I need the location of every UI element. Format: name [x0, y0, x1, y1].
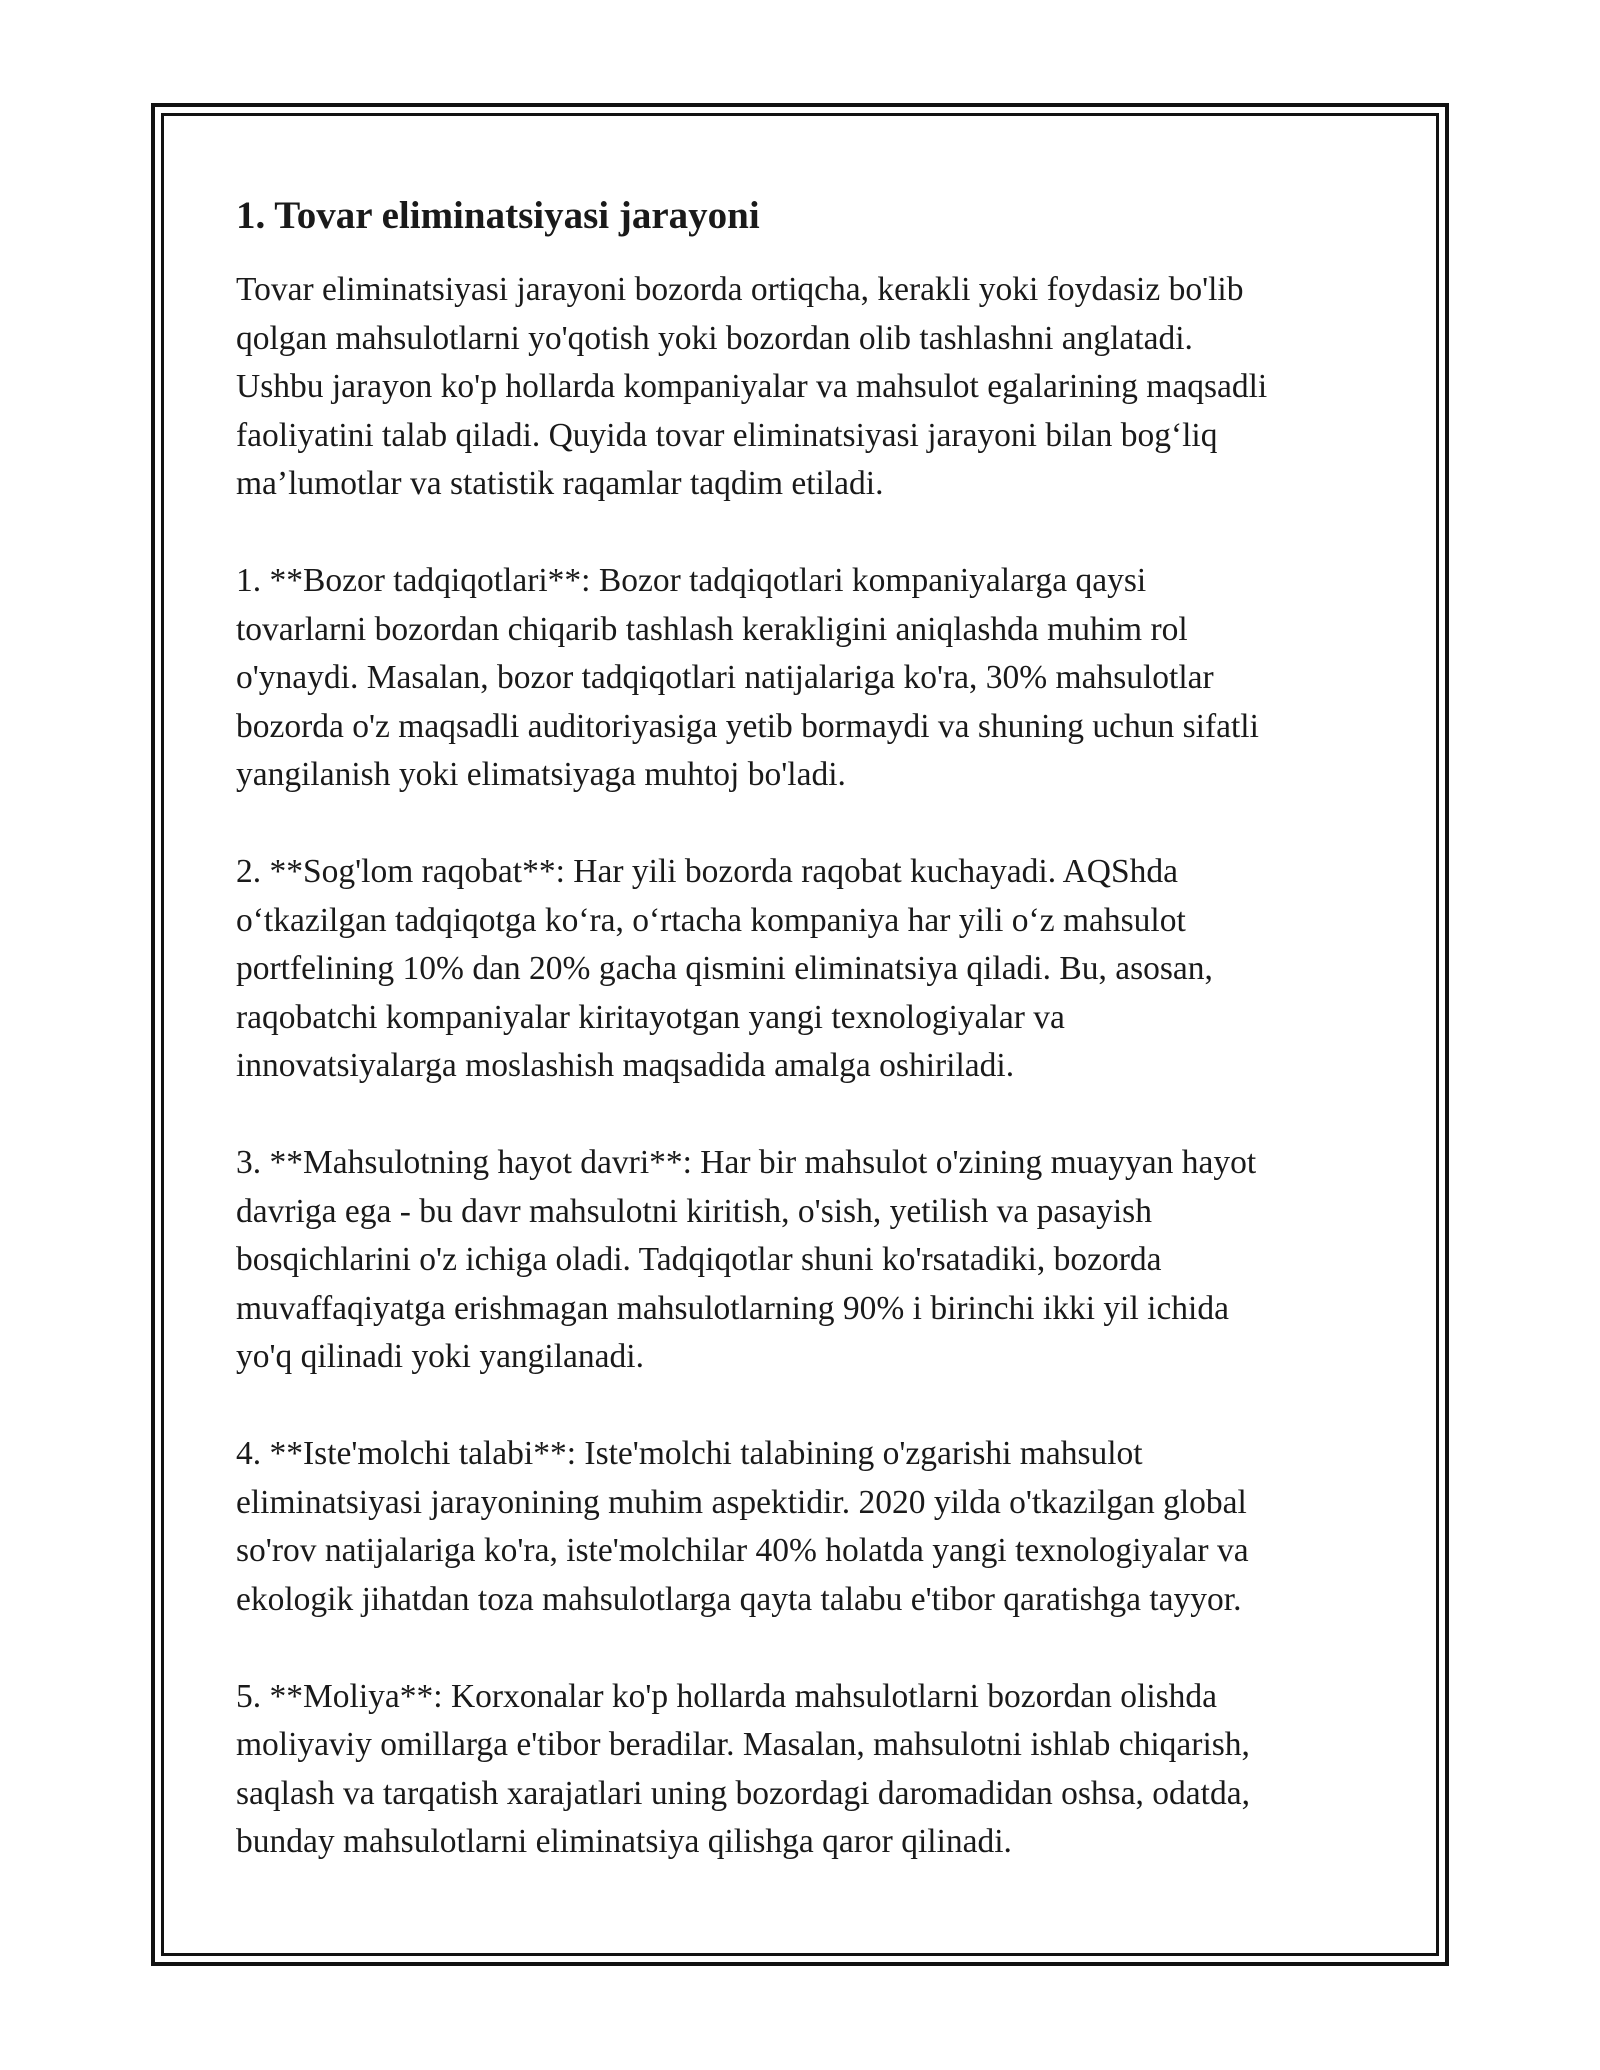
list-item-product-life-cycle: 3. **Mahsulotning hayot davri**: Har bir mahsulot o'zining muayyan hayot davriga ega - bu davr mahsulotni kiritish, o'sish, yetilish va pasayish bosqichlarini o'z ichiga oladi. Tadqiqotlar shuni ko'rsatadiki, bozorda muvaffaqiyatga erishmagan mahsulotlarning 90% i birinchi ikki yil ichida yo'q qilinadi yoki yangilanadi. [236, 1144, 1257, 1375]
intro-paragraph: Tovar eliminatsiyasi jarayoni bozorda ortiqcha, kerakli yoki foydasiz bo'lib qolgan mahsulotlarni yo'qotish yoki bozordan olib tashlashni anglatadi. Ushbu jarayon ko'p hollarda kompaniyalar va mahsulot egalarining maqsadli faoliyatini talab qiladi. Quyida tovar eliminatsiyasi jarayoni bilan bog‘liq ma’lumotlar va statistik raqamlar taqdim etiladi. [236, 271, 1268, 502]
list-item-consumer-demand: 4. **Iste'molchi talabi**: Iste'molchi talabining o'zgarishi mahsulot eliminatsiyasi jarayonining muhim aspektidir. 2020 yilda o'tkazilgan global so'rov natijalariga ko'ra, iste'molchilar 40% holatda yangi texnologiyalar va ekologik jihatdan toza mahsulotlarga qayta talabu e'tibor qaratishga tayyor. [236, 1435, 1249, 1618]
list-item-competition: 2. **Sog'lom raqobat**: Har yili bozorda raqobat kuchayadi. AQShda o‘tkazilgan tadqiqotga ko‘ra, o‘rtacha kompaniya har yili o‘z mahsulot portfelining 10% dan 20% gacha qismini eliminatsiya qiladi. Bu, asosan, raqobatchi kompaniyalar kiritayotgan yangi texnologiyalar va innovatsiyalarga moslashish maqsadida amalga oshiriladi. [236, 853, 1213, 1084]
list-item-finance: 5. **Moliya**: Korxonalar ko'p hollarda mahsulotlarni bozordan olishda moliyaviy omillarga e'tibor beradilar. Masalan, mahsulotni ishlab chiqarish, saqlash va tarqatish xarajatlari uning bozordagi daromadidan oshsa, odatda, bunday mahsulotlarni eliminatsiya qilishga qaror qilinadi. [236, 1677, 1250, 1860]
section-title: 1. Tovar eliminatsiyasi jarayoni [236, 194, 760, 237]
list-item-market-research: 1. **Bozor tadqiqotlari**: Bozor tadqiqotlari kompaniyalarga qaysi tovarlarni bozordan chiqarib tashlash kerakligini aniqlashda muhim rol o'ynaydi. Masalan, bozor tadqiqotlari natijalariga ko'ra, 30% mahsulotlar bozorda o'z maqsadli auditoriyasiga yetib bormaydi va shuning uchun sifatli yangilanish yoki elimatsiyaga muhtoj bo'ladi. [236, 562, 1259, 793]
document-body [236, 184, 1396, 1867]
